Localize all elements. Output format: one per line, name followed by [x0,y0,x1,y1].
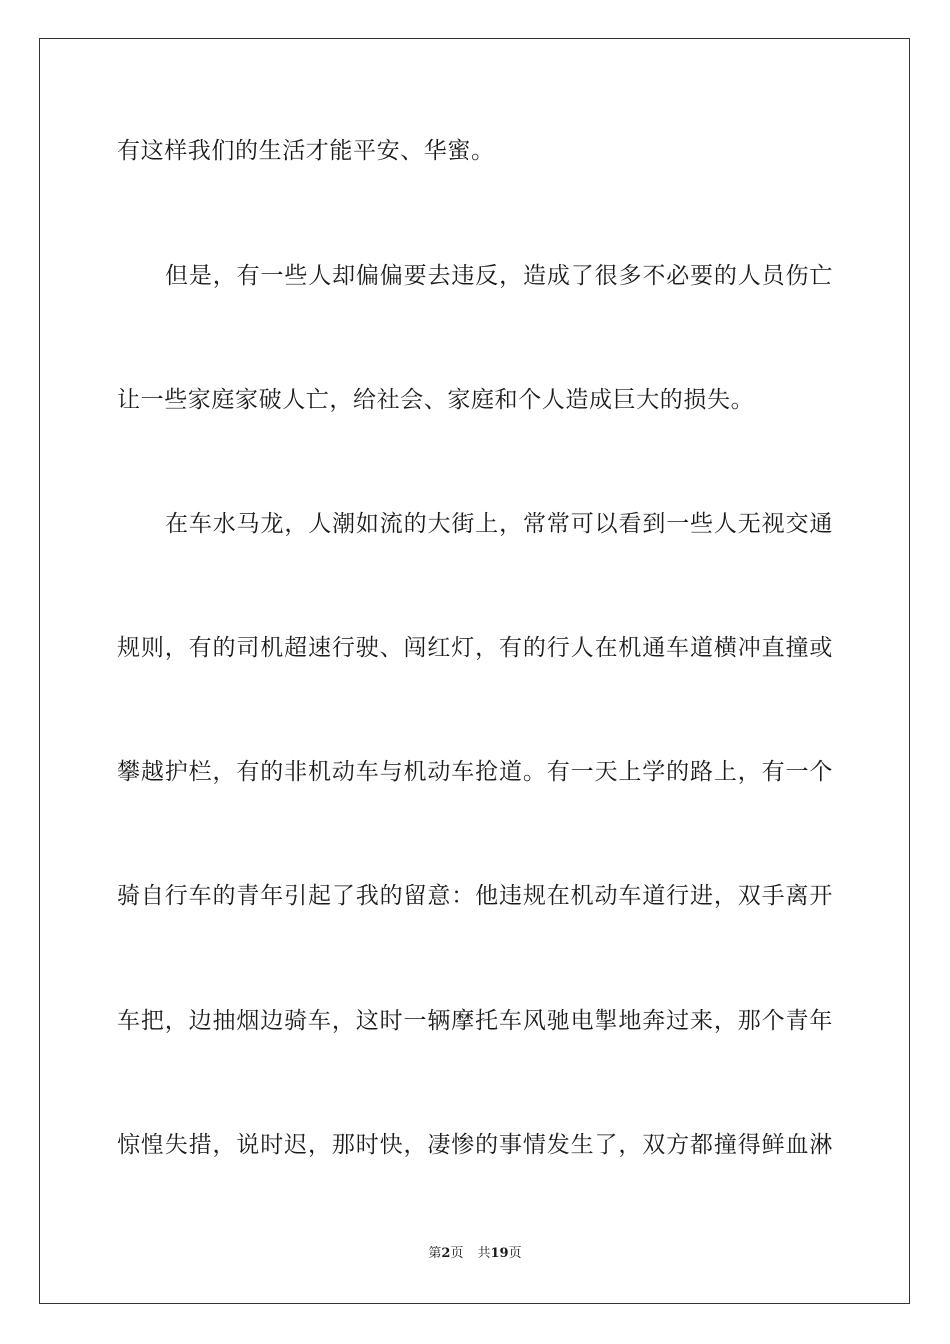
text-line: 车把，边抽烟边骑车，这时一辆摩托车风驰电掣地奔过来，那个青年 [117,1008,833,1034]
page-border [39,38,910,1304]
text-line: 但是，有一些人却偏偏要去违反，造成了很多不必要的人员伤亡 [165,263,833,289]
page-label-prefix: 第 [428,1246,442,1261]
total-pages: 19 [490,1246,509,1261]
total-label-prefix: 共 [477,1246,491,1261]
text-line: 骑自行车的青年引起了我的留意：他违规在机动车道行进，双手离开 [117,883,833,909]
total-label-suffix: 页 [508,1246,522,1261]
text-line: 规则，有的司机超速行驶、闯红灯，有的行人在机通车道横冲直撞或 [117,635,833,661]
page-number: 2 [441,1246,451,1261]
text-line: 攀越护栏，有的非机动车与机动车抢道。有一天上学的路上，有一个 [117,759,833,785]
text-line: 让一些家庭家破人亡，给社会、家庭和个人造成巨大的损失。 [117,387,755,413]
text-line: 惊惶失措，说时迟，那时快，凄惨的事情发生了，双方都撞得鲜血淋 [117,1132,833,1158]
text-line: 在车水马龙，人潮如流的大街上，常常可以看到一些人无视交通 [165,511,833,537]
text-line: 有这样我们的生活才能平安、华蜜。 [117,138,495,164]
page-label-suffix: 页 [450,1246,464,1261]
page-footer [0,1245,950,1263]
